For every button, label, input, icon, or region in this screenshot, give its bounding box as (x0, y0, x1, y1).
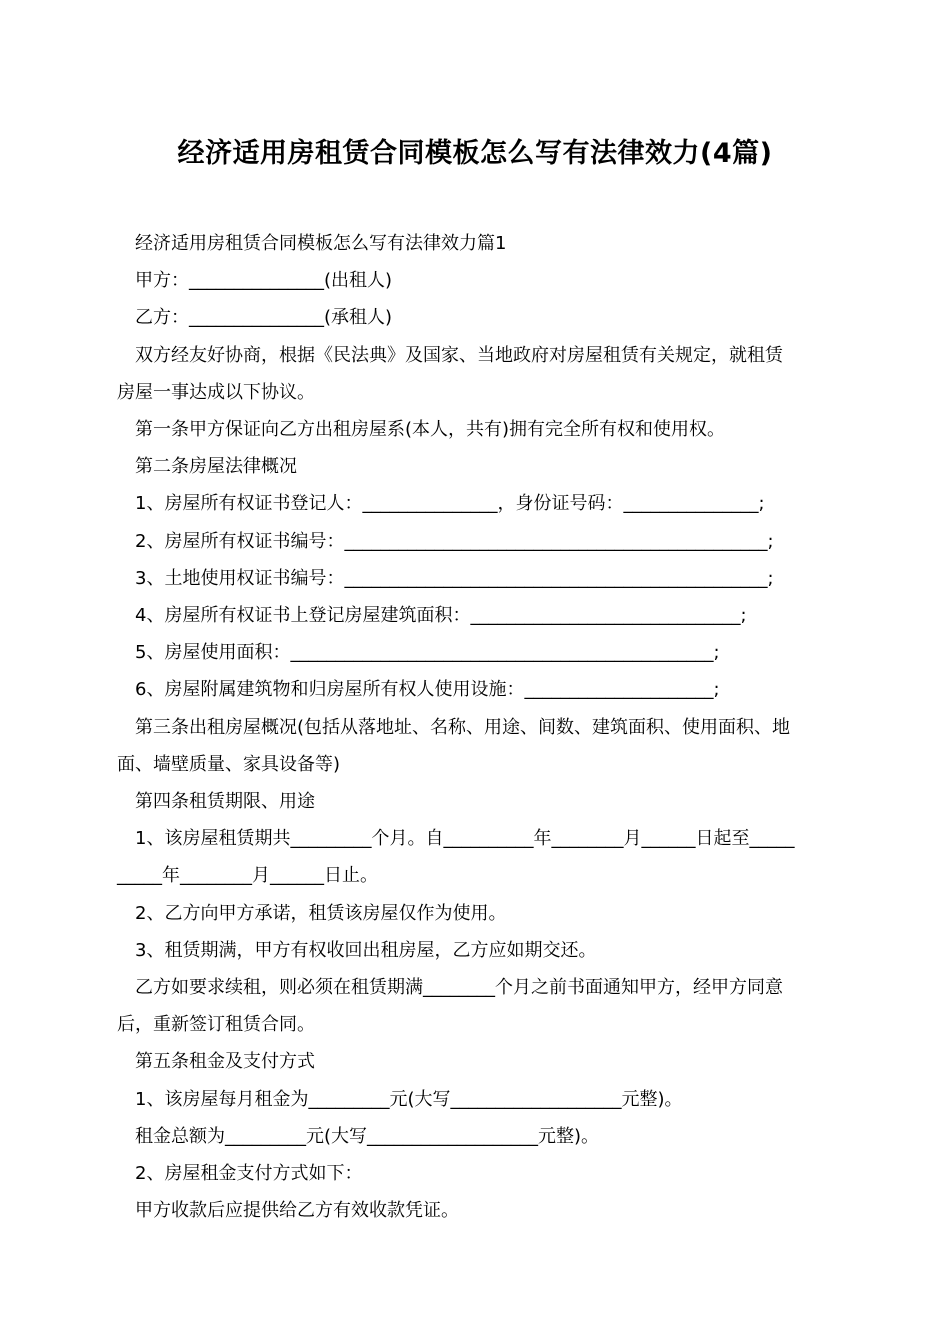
document-line: 4、房屋所有权证书上登记房屋建筑面积：______________________________; (135, 605, 747, 627)
document-body (117, 225, 837, 1229)
document-line: 1、该房屋租赁期共_________个月。自__________年________月______日起至_____ (135, 828, 795, 850)
document-line: 2、房屋租金支付方式如下： (135, 1163, 363, 1185)
document-line: 1、该房屋每月租金为_________元(大写___________________元整)。 (135, 1088, 683, 1110)
document-line: 甲方：_______________(出租人) (135, 270, 393, 292)
document-line: 3、租赁期满，甲方有权收回出租房屋，乙方应如期交还。 (135, 939, 597, 961)
document-line: 双方经友好协商，根据《民法典》及国家、当地政府对房屋租赁有关规定，就租赁 (135, 344, 783, 366)
document-line: 2、乙方向甲方承诺，租赁该房屋仅作为使用。 (135, 902, 507, 924)
document-line: 租金总额为_________元(大写___________________元整)。 (135, 1125, 600, 1147)
document-line: 1、房屋所有权证书登记人：_______________，身份证号码：_______________; (135, 493, 765, 515)
document-line: 第五条租金及支付方式 (135, 1051, 315, 1073)
document-line: 经济适用房租赁合同模板怎么写有法律效力篇1 (135, 233, 507, 254)
document-title: 经济适用房租赁合同模板怎么写有法律效力(4篇) (177, 138, 773, 169)
document-line: 3、土地使用权证书编号：_______________________________________________; (135, 567, 774, 589)
document-line: 2、房屋所有权证书编号：_______________________________________________; (135, 530, 774, 552)
document-line: 面、墙壁质量、家具设备等) (117, 753, 341, 775)
document-line: 乙方：_______________(承租人) (135, 307, 393, 329)
document-line: 第二条房屋法律概况 (135, 456, 297, 478)
document-line: 第四条租赁期限、用途 (135, 791, 315, 813)
document-line: 5、房屋使用面积：_______________________________________________; (135, 642, 720, 664)
document-line: 6、房屋附属建筑物和归房屋所有权人使用设施：_____________________; (135, 679, 720, 701)
document-line: 甲方收款后应提供给乙方有效收款凭证。 (135, 1200, 459, 1222)
document-line: 第一条甲方保证向乙方出租房屋系(本人，共有)拥有完全所有权和使用权。 (135, 419, 726, 441)
document-line: 后，重新签订租赁合同。 (117, 1014, 315, 1036)
document-line: 房屋一事达成以下协议。 (117, 381, 315, 403)
document-line: _____年________月______日止。 (117, 865, 378, 887)
document-line: 乙方如要求续租，则必须在租赁期满________个月之前书面通知甲方，经甲方同意 (135, 977, 783, 999)
document-line: 第三条出租房屋概况(包括从落地址、名称、用途、间数、建筑面积、使用面积、地 (135, 716, 791, 738)
